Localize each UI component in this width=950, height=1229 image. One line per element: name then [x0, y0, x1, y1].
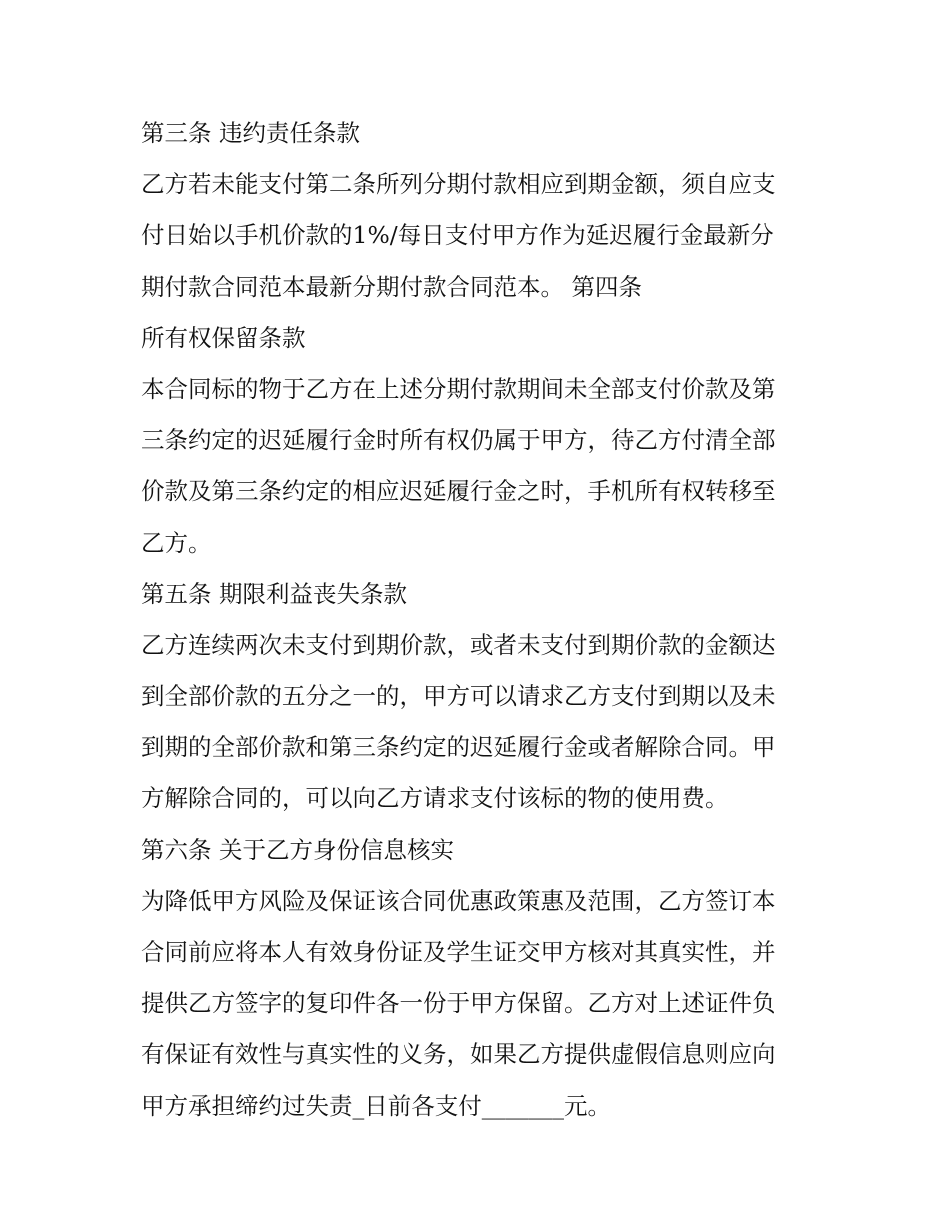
article-5-text-line-4: 方解除合同的，可以向乙方请求支付该标的物的使用费。 [141, 784, 729, 813]
article-4-text-line-3: 价款及第三条约定的相应迟延履行金之时，手机所有权转移至 [141, 477, 776, 506]
article-6-text-line-2: 合同前应将本人有效身份证及学生证交甲方核对其真实性，并 [141, 938, 776, 966]
article-3-heading: 第三条 违约责任条款 [141, 119, 360, 147]
article-5-heading: 第五条 期限利益丧失条款 [141, 579, 407, 608]
article-6-text-line-4: 有保证有效性与真实性的义务，如果乙方提供虚假信息则应向 [141, 1040, 776, 1069]
article-3-text-line-2: 付日始以手机价款的1%/每日支付甲方作为延迟履行金最新分 [141, 221, 774, 250]
article-5-text-line-2: 到全部价款的五分之一的，甲方可以请求乙方支付到期以及未 [141, 682, 776, 711]
article-4-text-line-4: 乙方。 [141, 528, 212, 557]
article-6-text-line-3: 提供乙方签字的复印件各一份于甲方保留。乙方对上述证件负 [141, 989, 776, 1018]
article-6-heading: 第六条 关于乙方身份信息核实 [141, 835, 454, 864]
article-5-text-line-1: 乙方连续两次未支付到期价款，或者未支付到期价款的金额达 [141, 630, 776, 659]
article-4-text-line-1: 本合同标的物于乙方在上述分期付款期间未全部支付价款及第 [141, 374, 776, 403]
article-3-text-line-3: 期付款合同范本最新分期付款合同范本。 第四条 [141, 272, 642, 301]
article-4-text-line-2: 三条约定的迟延履行金时所有权仍属于甲方，待乙方付清全部 [141, 426, 776, 455]
article-4-heading: 所有权保留条款 [141, 323, 306, 352]
article-6-text-line-1: 为降低甲方风险及保证该合同优惠政策惠及范围，乙方签订本 [141, 886, 776, 915]
article-5-text-line-3: 到期的全部价款和第三条约定的迟延履行金或者解除合同。甲 [141, 733, 776, 762]
article-6-text-line-5: 甲方承担缔约过失责_日前各支付_______元。 [141, 1091, 611, 1120]
article-3-text-line-1: 乙方若未能支付第二条所列分期付款相应到期金额，须自应支 [141, 170, 776, 199]
document-body [141, 108, 813, 1132]
